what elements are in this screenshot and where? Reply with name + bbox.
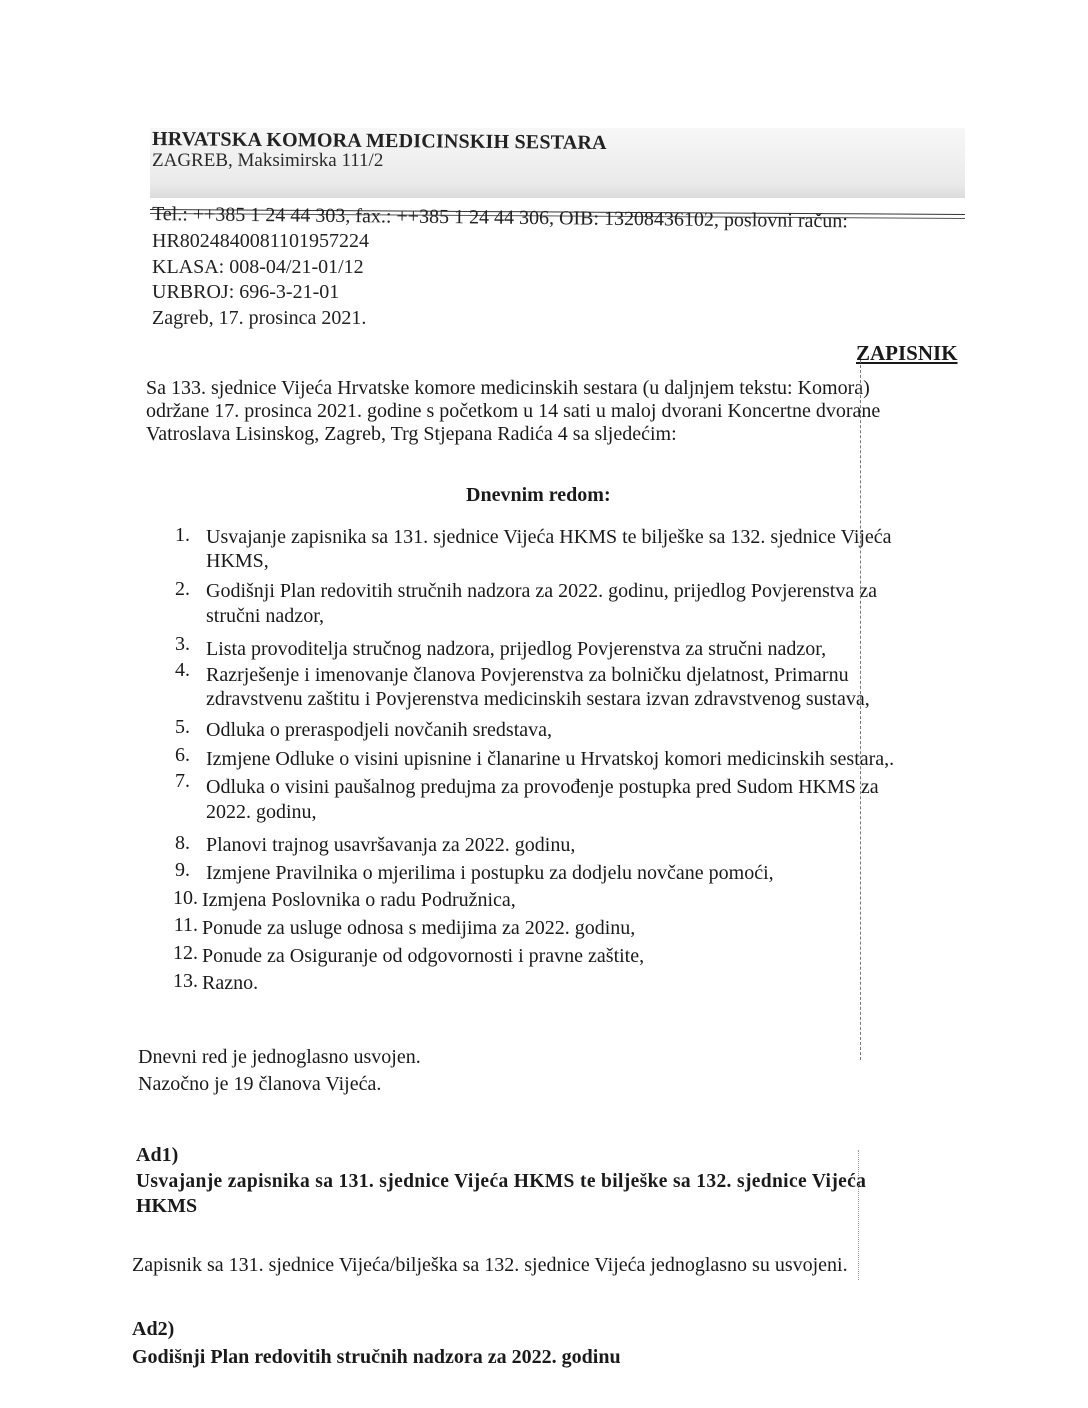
agenda-item-number: 12. — [173, 942, 198, 964]
agenda-item-number: 6. — [175, 744, 190, 766]
ad1-text: Zapisnik sa 131. sjednice Vijeća/bilješka sa 132. sjednice Vijeća jednoglasno su usvojeni. — [132, 1254, 848, 1276]
agenda-item-number: 3. — [175, 633, 190, 655]
klasa: KLASA: 008-04/21-01/12 — [152, 256, 364, 278]
organization-address: ZAGREB, Maksimirska 111/2 — [152, 150, 384, 171]
agenda-item-text: 2022. godinu, — [206, 801, 317, 823]
ad2-label: Ad2) — [132, 1318, 175, 1340]
agenda-item-text: Razno. — [202, 972, 259, 994]
document-title: ZAPISNIK — [856, 341, 958, 365]
agenda-item-text: Izmjena Poslovnika o radu Podružnica, — [202, 889, 516, 911]
agenda-item-number: 4. — [175, 659, 190, 681]
agenda-item-text: stručni nadzor, — [206, 605, 325, 627]
agenda-item-number: 7. — [175, 770, 190, 792]
agenda-item-number: 5. — [175, 716, 190, 738]
attendance-statement: Nazočno je 19 članova Vijeća. — [138, 1073, 382, 1095]
agenda-item-text: Ponude za Osiguranje od odgovornosti i pravne zaštite, — [202, 945, 645, 967]
scan-artifact-line — [860, 360, 861, 1060]
agenda-item-text: Odluka o preraspodjeli novčanih sredstava, — [206, 719, 553, 741]
place-date: Zagreb, 17. prosinca 2021. — [152, 307, 367, 329]
agenda-item-text: Lista provoditelja stručnog nadzora, prijedlog Povjerenstva za stručni nadzor, — [206, 638, 827, 660]
agenda-item-text: Godišnji Plan redovitih stručnih nadzora za 2022. godinu, prijedlog Povjerenstva za — [206, 580, 877, 602]
agenda-item-number: 11. — [173, 914, 198, 936]
agenda-item-text: HKMS, — [206, 550, 269, 572]
agenda-item-number: 13. — [173, 970, 198, 992]
adopted-statement: Dnevni red je jednoglasno usvojen. — [138, 1046, 421, 1068]
agenda-item-text: zdravstvenu zaštitu i Povjerenstva medicinskih sestara izvan zdravstvenog sustava, — [206, 688, 870, 710]
agenda-item-text: Planovi trajnog usavršavanja za 2022. godinu, — [206, 834, 576, 856]
agenda-item-text: Izmjene Odluke o visini upisnine i članarine u Hrvatskoj komori medicinskih sestara,. — [206, 748, 895, 770]
intro-line: Vatroslava Lisinskog, Zagreb, Trg Stjepana Radića 4 sa sljedećim: — [146, 423, 677, 445]
agenda-item-text: Ponude za usluge odnosa s medijima za 2022. godinu, — [202, 917, 636, 939]
scan-artifact-line — [858, 1150, 859, 1280]
agenda-item-number: 10. — [173, 887, 198, 909]
ad1-heading: Usvajanje zapisnika sa 131. sjednice Vijeća HKMS te bilješke sa 132. sjednice Vijeća — [136, 1171, 867, 1192]
intro-line: Sa 133. sjednice Vijeća Hrvatske komore medicinskih sestara (u daljnjem tekstu: Komora) — [146, 377, 870, 399]
ad1-heading-continued: HKMS — [136, 1195, 198, 1217]
agenda-item-number: 1. — [175, 524, 190, 546]
agenda-item-text: Izmjene Pravilnika o mjerilima i postupku za dodjelu novčane pomoći, — [206, 862, 774, 884]
contact-line: Tel.: ++385 1 24 44 303, fax.: ++385 1 24 44 306, OIB: 13208436102, poslovni račun: — [151, 203, 848, 233]
agenda-item-text: Odluka o visini paušalnog predujma za provođenje postupka pred Sudom HKMS za — [206, 776, 879, 798]
organization-name: HRVATSKA KOMORA MEDICINSKIH SESTARA — [151, 128, 607, 154]
ad2-heading: Godišnji Plan redovitih stručnih nadzora za 2022. godinu — [132, 1346, 621, 1368]
urbroj: URBROJ: 696-3-21-01 — [152, 281, 340, 303]
intro-line: održane 17. prosinca 2021. godine s početkom u 14 sati u maloj dvorani Koncertne dvorane — [146, 400, 881, 422]
agenda-item-number: 9. — [175, 859, 190, 881]
agenda-item-text: Razrješenje i imenovanje članova Povjerenstva za bolničku djelatnost, Primarnu — [206, 664, 849, 686]
agenda-item-number: 8. — [175, 832, 190, 854]
intro-paragraph — [146, 377, 956, 446]
agenda-title: Dnevnim redom: — [466, 484, 611, 506]
agenda-item-text: Usvajanje zapisnika sa 131. sjednice Vijeća HKMS te bilješke sa 132. sjednice Vijeća — [206, 526, 892, 548]
agenda-item-number: 2. — [175, 578, 190, 600]
iban: HR8024840081101957224 — [152, 230, 370, 252]
ad1-label: Ad1) — [136, 1144, 179, 1166]
